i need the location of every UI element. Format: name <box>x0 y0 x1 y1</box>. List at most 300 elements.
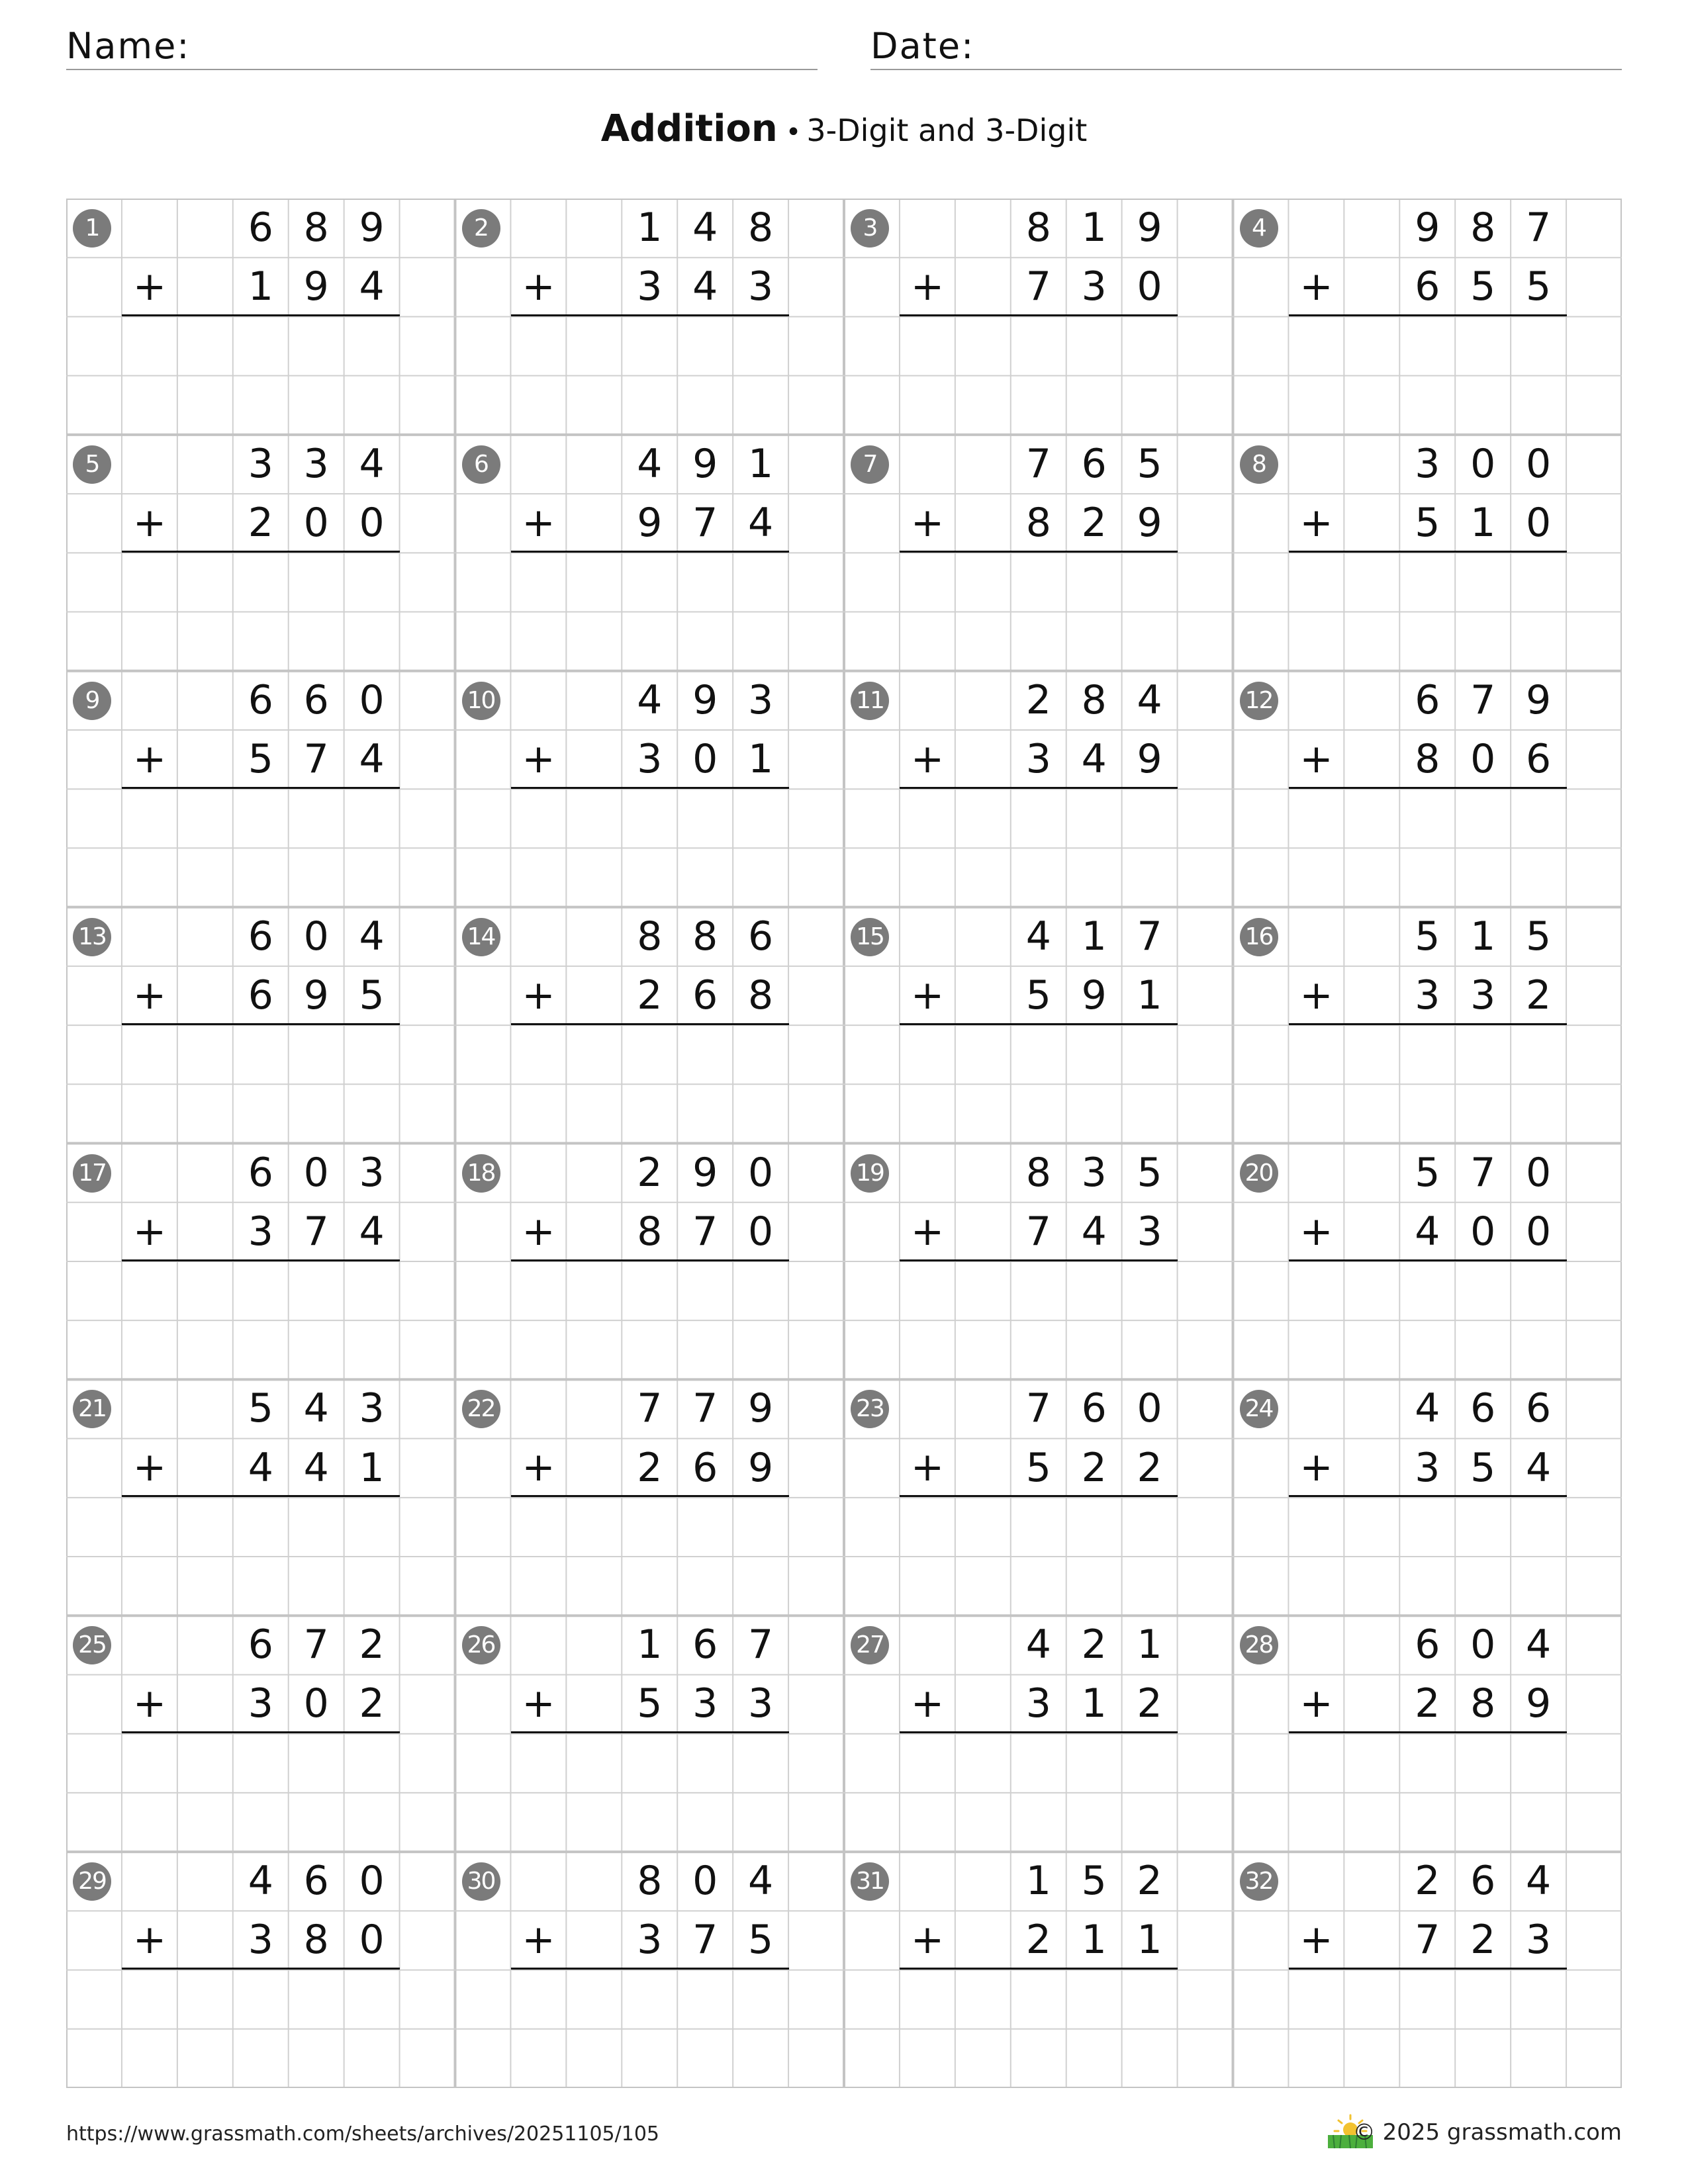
problem-number-badge: 21 <box>73 1390 111 1428</box>
top-digit: 4 <box>1025 913 1051 960</box>
answer-line[interactable] <box>900 1731 1178 1733</box>
top-digit: 7 <box>1137 913 1162 960</box>
bottom-digit: 6 <box>692 1444 718 1491</box>
top-digit: 6 <box>303 1858 329 1905</box>
problem-12 <box>1233 671 1622 907</box>
bottom-digit: 5 <box>1025 1444 1051 1491</box>
answer-line[interactable] <box>511 787 789 789</box>
problem-number-badge: 25 <box>73 1626 111 1664</box>
top-digit: 2 <box>359 1621 385 1668</box>
plus-sign: + <box>910 972 945 1019</box>
bottom-digit: 3 <box>1137 1208 1162 1255</box>
bottom-digit: 9 <box>303 972 329 1019</box>
top-digit: 1 <box>1081 913 1107 960</box>
bottom-digit: 5 <box>748 1917 774 1964</box>
answer-line[interactable] <box>122 314 400 316</box>
top-digit: 1 <box>1081 205 1107 251</box>
answer-line[interactable] <box>511 1259 789 1261</box>
top-digit: 7 <box>1025 1385 1051 1432</box>
top-digit: 3 <box>248 440 273 487</box>
bottom-digit: 9 <box>1081 972 1107 1019</box>
date-label: Date: <box>870 25 975 67</box>
top-digit: 6 <box>692 1621 718 1668</box>
worksheet-title <box>0 103 1688 164</box>
bottom-digit: 7 <box>1025 1208 1051 1255</box>
top-digit: 3 <box>748 676 774 723</box>
problem-4 <box>1233 199 1622 434</box>
problem-10 <box>455 671 845 907</box>
plus-sign: + <box>522 972 555 1019</box>
bottom-digit: 1 <box>1470 500 1496 547</box>
bottom-digit: 4 <box>748 500 774 547</box>
bottom-digit: 7 <box>692 1208 718 1255</box>
plus-sign: + <box>910 735 945 782</box>
top-digit: 4 <box>1415 1385 1440 1432</box>
problem-22 <box>455 1379 845 1615</box>
top-digit: 1 <box>1470 913 1496 960</box>
bottom-digit: 2 <box>1137 1444 1162 1491</box>
top-digit: 9 <box>1415 205 1440 251</box>
top-digit: 1 <box>1137 1621 1162 1668</box>
plus-sign: + <box>132 1680 167 1727</box>
top-digit: 4 <box>1526 1621 1552 1668</box>
bottom-digit: 7 <box>1415 1917 1440 1964</box>
answer-line[interactable] <box>1289 1968 1567 1970</box>
top-digit: 6 <box>1081 1385 1107 1432</box>
top-digit: 4 <box>692 205 718 251</box>
bottom-digit: 3 <box>1526 1917 1552 1964</box>
bottom-digit: 6 <box>1415 263 1440 310</box>
bottom-digit: 2 <box>1081 1444 1107 1491</box>
bottom-digit: 7 <box>303 1208 329 1255</box>
bottom-digit: 1 <box>1137 972 1162 1019</box>
top-digit: 5 <box>1415 913 1440 960</box>
problem-number-badge: 12 <box>1240 682 1278 720</box>
name-label: Name: <box>66 25 191 67</box>
bottom-digit: 0 <box>359 500 385 547</box>
bottom-digit: 2 <box>1415 1680 1440 1727</box>
top-digit: 5 <box>1526 913 1552 960</box>
problem-number-badge: 3 <box>851 209 889 248</box>
bottom-digit: 6 <box>248 972 273 1019</box>
answer-line[interactable] <box>1289 1495 1567 1497</box>
problem-20 <box>1233 1144 1622 1379</box>
top-digit: 3 <box>1081 1149 1107 1196</box>
problem-25 <box>66 1615 455 1851</box>
problem-3 <box>844 199 1233 434</box>
top-digit: 0 <box>692 1858 718 1905</box>
problem-23 <box>844 1379 1233 1615</box>
bottom-digit: 0 <box>1470 1208 1496 1255</box>
plus-sign: + <box>132 1444 167 1491</box>
bottom-digit: 0 <box>303 1680 329 1727</box>
bottom-digit: 0 <box>1137 263 1162 310</box>
answer-line[interactable] <box>900 551 1178 553</box>
bottom-digit: 1 <box>748 735 774 782</box>
bottom-digit: 4 <box>1415 1208 1440 1255</box>
bottom-digit: 1 <box>1081 1680 1107 1727</box>
top-digit: 0 <box>303 1149 329 1196</box>
date-field[interactable] <box>870 24 1622 70</box>
top-digit: 2 <box>1081 1621 1107 1668</box>
top-digit: 5 <box>248 1385 273 1432</box>
top-digit: 0 <box>303 913 329 960</box>
bottom-digit: 6 <box>1526 735 1552 782</box>
answer-line[interactable] <box>122 551 400 553</box>
problem-1 <box>66 199 455 434</box>
answer-line[interactable] <box>511 1495 789 1497</box>
top-digit: 1 <box>637 1621 663 1668</box>
bottom-digit: 3 <box>637 263 663 310</box>
bottom-digit: 7 <box>692 1917 718 1964</box>
problem-number-badge: 15 <box>851 918 889 956</box>
problem-number-badge: 13 <box>73 918 111 956</box>
answer-line[interactable] <box>1289 1023 1567 1025</box>
top-digit: 7 <box>1470 676 1496 723</box>
answer-line[interactable] <box>900 1259 1178 1261</box>
problem-13 <box>66 907 455 1143</box>
title-main: Addition <box>600 107 778 150</box>
top-digit: 8 <box>637 1858 663 1905</box>
bottom-digit: 3 <box>692 1680 718 1727</box>
bottom-digit: 3 <box>748 1680 774 1727</box>
bottom-digit: 0 <box>1526 500 1552 547</box>
plus-sign: + <box>522 1208 555 1255</box>
problem-number-badge: 27 <box>851 1626 889 1664</box>
top-digit: 6 <box>248 1149 273 1196</box>
top-digit: 2 <box>1415 1858 1440 1905</box>
top-digit: 6 <box>248 676 273 723</box>
top-digit: 0 <box>1470 440 1496 487</box>
problem-15 <box>844 907 1233 1143</box>
bottom-digit: 4 <box>1526 1444 1552 1491</box>
top-digit: 7 <box>692 1385 718 1432</box>
problem-21 <box>66 1379 455 1615</box>
bottom-digit: 2 <box>637 972 663 1019</box>
bottom-digit: 4 <box>1081 1208 1107 1255</box>
problem-19 <box>844 1144 1233 1379</box>
bottom-digit: 5 <box>1470 1444 1496 1491</box>
top-digit: 6 <box>248 913 273 960</box>
top-digit: 1 <box>637 205 663 251</box>
problem-number-badge: 1 <box>73 209 111 248</box>
problem-27 <box>844 1615 1233 1851</box>
bottom-digit: 1 <box>1137 1917 1162 1964</box>
bottom-digit: 5 <box>359 972 385 1019</box>
plus-sign: + <box>910 1208 945 1255</box>
bottom-digit: 7 <box>1025 263 1051 310</box>
top-digit: 8 <box>692 913 718 960</box>
plus-sign: + <box>1299 735 1333 782</box>
answer-line[interactable] <box>122 1968 400 1970</box>
top-digit: 4 <box>1526 1858 1552 1905</box>
bottom-digit: 2 <box>1025 1917 1051 1964</box>
top-digit: 6 <box>1415 1621 1440 1668</box>
top-digit: 7 <box>1470 1149 1496 1196</box>
plus-sign: + <box>132 972 167 1019</box>
top-digit: 3 <box>359 1149 385 1196</box>
name-field[interactable] <box>66 24 818 70</box>
problem-6 <box>455 435 845 670</box>
plus-sign: + <box>910 499 945 546</box>
plus-sign: + <box>910 263 945 310</box>
top-digit: 7 <box>303 1621 329 1668</box>
top-digit: 2 <box>1025 676 1051 723</box>
problem-number-badge: 26 <box>462 1626 500 1664</box>
problem-number-badge: 18 <box>462 1154 500 1193</box>
top-digit: 5 <box>1137 1149 1162 1196</box>
plus-sign: + <box>1299 972 1333 1019</box>
top-digit: 4 <box>637 676 663 723</box>
bottom-digit: 9 <box>748 1444 774 1491</box>
bottom-digit: 7 <box>692 500 718 547</box>
bottom-digit: 0 <box>748 1208 774 1255</box>
top-digit: 9 <box>748 1385 774 1432</box>
answer-line[interactable] <box>511 1023 789 1025</box>
top-digit: 0 <box>359 1858 385 1905</box>
problem-number-badge: 23 <box>851 1390 889 1428</box>
bottom-digit: 3 <box>1081 263 1107 310</box>
top-digit: 2 <box>637 1149 663 1196</box>
plus-sign: + <box>1299 263 1333 310</box>
problem-8 <box>1233 435 1622 670</box>
top-digit: 5 <box>1081 1858 1107 1905</box>
footer-copyright: © 2025 grassmath.com <box>1352 2119 1622 2146</box>
top-digit: 6 <box>1415 676 1440 723</box>
footer-url[interactable]: https://www.grassmath.com/sheets/archives/20251105/105 <box>66 2122 660 2146</box>
answer-line[interactable] <box>122 1495 400 1497</box>
answer-line[interactable] <box>900 787 1178 789</box>
bottom-digit: 2 <box>1526 972 1552 1019</box>
bottom-digit: 0 <box>692 735 718 782</box>
top-digit: 8 <box>748 205 774 251</box>
bottom-digit: 5 <box>1025 972 1051 1019</box>
plus-sign: + <box>132 735 167 782</box>
bottom-digit: 9 <box>1526 1680 1552 1727</box>
problem-28 <box>1233 1615 1622 1851</box>
top-digit: 4 <box>1137 676 1162 723</box>
bottom-digit: 4 <box>359 735 385 782</box>
top-digit: 5 <box>1137 440 1162 487</box>
bottom-digit: 3 <box>748 263 774 310</box>
top-digit: 9 <box>1526 676 1552 723</box>
problem-number-badge: 31 <box>851 1862 889 1901</box>
answer-line[interactable] <box>900 1023 1178 1025</box>
answer-line[interactable] <box>122 1259 400 1261</box>
problem-number-badge: 20 <box>1240 1154 1278 1193</box>
problem-number-badge: 9 <box>73 682 111 720</box>
bottom-digit: 8 <box>1025 500 1051 547</box>
problem-number-badge: 6 <box>462 445 500 484</box>
bottom-digit: 9 <box>1137 735 1162 782</box>
problem-number-badge: 30 <box>462 1862 500 1901</box>
bottom-digit: 9 <box>303 263 329 310</box>
plus-sign: + <box>522 263 555 310</box>
answer-line[interactable] <box>122 1023 400 1025</box>
bottom-digit: 8 <box>1415 735 1440 782</box>
answer-line[interactable] <box>1289 551 1567 553</box>
problem-grid <box>66 199 1622 2088</box>
plus-sign: + <box>522 735 555 782</box>
top-digit: 9 <box>359 205 385 251</box>
problem-16 <box>1233 907 1622 1143</box>
problem-24 <box>1233 1379 1622 1615</box>
top-digit: 7 <box>1526 205 1552 251</box>
answer-line[interactable] <box>122 787 400 789</box>
bottom-digit: 3 <box>637 735 663 782</box>
problem-7 <box>844 435 1233 670</box>
bottom-digit: 8 <box>303 1917 329 1964</box>
bottom-digit: 1 <box>359 1444 385 1491</box>
title-separator: • <box>785 117 802 148</box>
bottom-digit: 0 <box>303 500 329 547</box>
top-digit: 4 <box>303 1385 329 1432</box>
top-digit: 8 <box>1081 676 1107 723</box>
problem-number-badge: 7 <box>851 445 889 484</box>
top-digit: 7 <box>748 1621 774 1668</box>
problem-2 <box>455 199 845 434</box>
top-digit: 6 <box>1470 1858 1496 1905</box>
answer-line[interactable] <box>511 314 789 316</box>
bottom-digit: 6 <box>692 972 718 1019</box>
problem-5 <box>66 435 455 670</box>
plus-sign: + <box>910 1917 945 1964</box>
problem-number-badge: 5 <box>73 445 111 484</box>
top-digit: 8 <box>1025 1149 1051 1196</box>
answer-line[interactable] <box>511 1968 789 1970</box>
top-digit: 3 <box>1415 440 1440 487</box>
bottom-digit: 4 <box>359 1208 385 1255</box>
top-digit: 3 <box>303 440 329 487</box>
top-digit: 6 <box>1526 1385 1552 1432</box>
top-digit: 7 <box>1025 440 1051 487</box>
bottom-digit: 8 <box>1470 1680 1496 1727</box>
problem-number-badge: 8 <box>1240 445 1278 484</box>
top-digit: 0 <box>1526 1149 1552 1196</box>
answer-line[interactable] <box>1289 1731 1567 1733</box>
plus-sign: + <box>132 1917 167 1964</box>
problem-number-badge: 17 <box>73 1154 111 1193</box>
top-digit: 8 <box>303 205 329 251</box>
problem-17 <box>66 1144 455 1379</box>
problem-26 <box>455 1615 845 1851</box>
problem-number-badge: 11 <box>851 682 889 720</box>
plus-sign: + <box>522 499 555 546</box>
answer-line[interactable] <box>511 1731 789 1733</box>
bottom-digit: 2 <box>248 500 273 547</box>
answer-line[interactable] <box>900 1495 1178 1497</box>
bottom-digit: 2 <box>1081 500 1107 547</box>
answer-line[interactable] <box>122 1731 400 1733</box>
answer-line[interactable] <box>1289 314 1567 316</box>
top-digit: 4 <box>637 440 663 487</box>
bottom-digit: 4 <box>692 263 718 310</box>
answer-line[interactable] <box>900 314 1178 316</box>
answer-line[interactable] <box>1289 1259 1567 1261</box>
bottom-digit: 2 <box>1137 1680 1162 1727</box>
problem-32 <box>1233 1852 1622 2087</box>
bottom-digit: 9 <box>1137 500 1162 547</box>
problem-number-badge: 19 <box>851 1154 889 1193</box>
plus-sign: + <box>910 1680 945 1727</box>
bottom-digit: 3 <box>1470 972 1496 1019</box>
bottom-digit: 3 <box>1025 735 1051 782</box>
problem-number-badge: 24 <box>1240 1390 1278 1428</box>
top-digit: 6 <box>1470 1385 1496 1432</box>
bottom-digit: 3 <box>1415 972 1440 1019</box>
top-digit: 2 <box>1137 1858 1162 1905</box>
top-digit: 4 <box>1025 1621 1051 1668</box>
bottom-digit: 4 <box>248 1444 273 1491</box>
top-digit: 6 <box>748 913 774 960</box>
bottom-digit: 9 <box>637 500 663 547</box>
bottom-digit: 8 <box>748 972 774 1019</box>
top-digit: 9 <box>692 1149 718 1196</box>
problem-11 <box>844 671 1233 907</box>
top-digit: 5 <box>1415 1149 1440 1196</box>
bottom-digit: 5 <box>1415 500 1440 547</box>
plus-sign: + <box>522 1444 555 1491</box>
top-digit: 8 <box>637 913 663 960</box>
bottom-digit: 5 <box>248 735 273 782</box>
plus-sign: + <box>1299 1208 1333 1255</box>
top-digit: 6 <box>248 1621 273 1668</box>
plus-sign: + <box>1299 1680 1333 1727</box>
answer-line[interactable] <box>900 1968 1178 1970</box>
answer-line[interactable] <box>1289 787 1567 789</box>
plus-sign: + <box>132 1208 167 1255</box>
bottom-digit: 0 <box>359 1917 385 1964</box>
plus-sign: + <box>132 499 167 546</box>
problem-number-badge: 14 <box>462 918 500 956</box>
bottom-digit: 8 <box>637 1208 663 1255</box>
bottom-digit: 0 <box>1470 735 1496 782</box>
problem-number-badge: 28 <box>1240 1626 1278 1664</box>
problem-30 <box>455 1852 845 2087</box>
top-digit: 1 <box>1025 1858 1051 1905</box>
plus-sign: + <box>522 1680 555 1727</box>
top-digit: 0 <box>359 676 385 723</box>
problem-number-badge: 16 <box>1240 918 1278 956</box>
bottom-digit: 2 <box>637 1444 663 1491</box>
answer-line[interactable] <box>511 551 789 553</box>
problem-number-badge: 10 <box>462 682 500 720</box>
top-digit: 9 <box>692 676 718 723</box>
plus-sign: + <box>132 263 167 310</box>
problem-31 <box>844 1852 1233 2087</box>
bottom-digit: 3 <box>248 1680 273 1727</box>
bottom-digit: 5 <box>637 1680 663 1727</box>
bottom-digit: 3 <box>248 1208 273 1255</box>
title-subtitle: 3-Digit and 3-Digit <box>806 113 1088 148</box>
top-digit: 8 <box>1025 205 1051 251</box>
bottom-digit: 0 <box>1526 1208 1552 1255</box>
bottom-digit: 1 <box>248 263 273 310</box>
problem-number-badge: 29 <box>73 1862 111 1901</box>
top-digit: 0 <box>1470 1621 1496 1668</box>
problem-29 <box>66 1852 455 2087</box>
problem-number-badge: 22 <box>462 1390 500 1428</box>
problem-9 <box>66 671 455 907</box>
plus-sign: + <box>910 1444 945 1491</box>
bottom-digit: 3 <box>1415 1444 1440 1491</box>
bottom-digit: 4 <box>303 1444 329 1491</box>
bottom-digit: 5 <box>1470 263 1496 310</box>
bottom-digit: 1 <box>1081 1917 1107 1964</box>
top-digit: 6 <box>1081 440 1107 487</box>
bottom-digit: 2 <box>359 1680 385 1727</box>
plus-sign: + <box>1299 499 1333 546</box>
